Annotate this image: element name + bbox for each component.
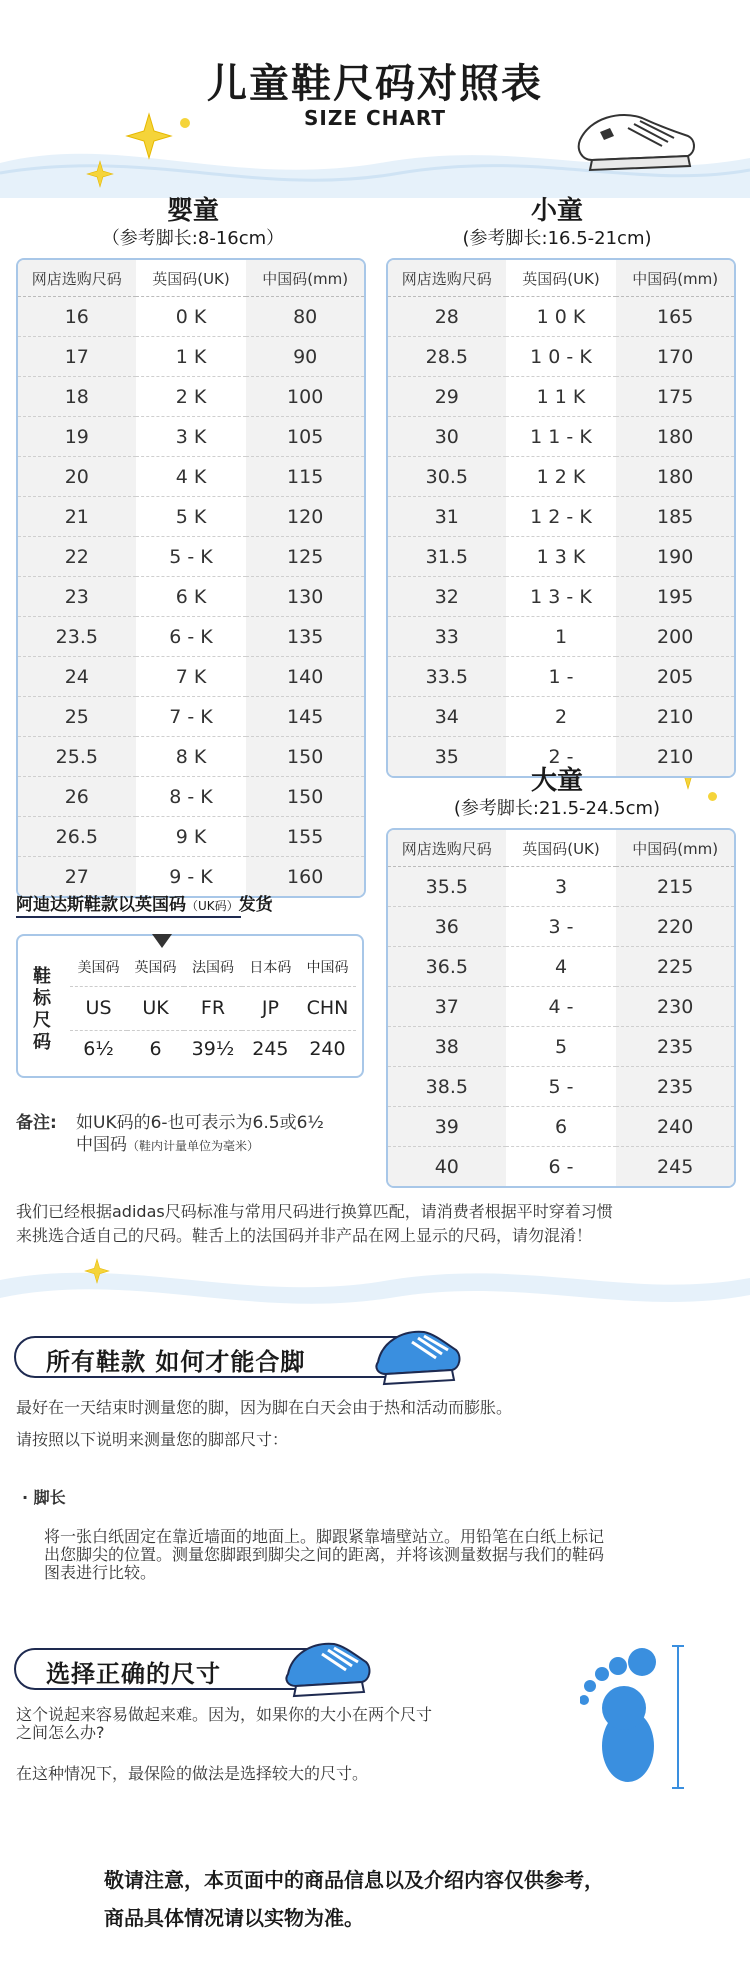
label-value-fr: 39½ bbox=[191, 1038, 235, 1061]
remark-line1: 如UK码的6-也可表示为6.5或6½ bbox=[76, 1113, 324, 1133]
table-row bbox=[18, 417, 364, 457]
table-row bbox=[388, 1067, 734, 1107]
cn-size-cell: 210 bbox=[616, 697, 734, 737]
disclaimer-line1: 我们已经根据adidas尺码标准与常用尺码进行换算匹配，请消费者根据平时穿着习惯 bbox=[16, 1202, 613, 1221]
uk-size-cell: 3 K bbox=[136, 417, 247, 457]
label-col-uk: 英国码 bbox=[127, 948, 184, 986]
store-size-cell: 24 bbox=[18, 657, 136, 697]
label-side-char: 尺 bbox=[33, 1010, 51, 1031]
label-code-uk: UK bbox=[127, 986, 184, 1030]
cn-size-cell: 170 bbox=[616, 337, 734, 377]
cn-size-cell: 180 bbox=[616, 417, 734, 457]
infant-header-store: 网店选购尺码 bbox=[18, 260, 136, 297]
label-col-us: 美国码 bbox=[70, 948, 127, 986]
infant-range: （参考脚长:8-16cm） bbox=[101, 228, 285, 249]
fit-section-title: 所有鞋款 如何才能合脚 bbox=[46, 1348, 306, 1376]
uk-size-cell: 7 - K bbox=[136, 697, 247, 737]
cn-size-cell: 105 bbox=[246, 417, 364, 457]
store-size-cell: 35 bbox=[388, 737, 506, 777]
cn-size-cell: 115 bbox=[246, 457, 364, 497]
cn-size-cell: 195 bbox=[616, 577, 734, 617]
remark-line2-small: （鞋内计量单位为毫米） bbox=[127, 1139, 260, 1153]
label-table bbox=[70, 948, 356, 1068]
label-side-title bbox=[32, 966, 52, 1054]
store-size-cell: 21 bbox=[18, 497, 136, 537]
footer-line2: 商品具体情况请以实物为准。 bbox=[104, 1906, 364, 1930]
table-row bbox=[388, 577, 734, 617]
little-header-cn: 中国码(mm) bbox=[616, 260, 734, 297]
table-row bbox=[18, 737, 364, 777]
store-size-cell: 20 bbox=[18, 457, 136, 497]
store-size-cell: 28.5 bbox=[388, 337, 506, 377]
store-size-cell: 23 bbox=[18, 577, 136, 617]
table-row bbox=[388, 907, 734, 947]
fit-paragraph-1: 最好在一天结束时测量您的脚，因为脚在白天会由于热和活动而膨胀。 bbox=[16, 1398, 513, 1417]
table-row bbox=[18, 377, 364, 417]
store-size-cell: 26.5 bbox=[18, 817, 136, 857]
cn-size-cell: 165 bbox=[616, 297, 734, 337]
uk-size-cell: 1 - bbox=[506, 657, 617, 697]
store-size-cell: 35.5 bbox=[388, 867, 506, 907]
uk-size-cell: 1 bbox=[506, 617, 617, 657]
uk-size-cell: 1 2 K bbox=[506, 457, 617, 497]
uk-size-cell: 5 - K bbox=[136, 537, 247, 577]
label-code-jp: JP bbox=[242, 986, 299, 1030]
shoe-label-box bbox=[16, 934, 364, 1078]
label-code-us: US bbox=[70, 986, 127, 1030]
cn-size-cell: 225 bbox=[616, 947, 734, 987]
blue-sneaker-icon bbox=[372, 1318, 464, 1390]
store-size-cell: 37 bbox=[388, 987, 506, 1027]
store-size-cell: 19 bbox=[18, 417, 136, 457]
table-row bbox=[388, 417, 734, 457]
uk-size-cell: 3 bbox=[506, 867, 617, 907]
uk-size-cell: 6 K bbox=[136, 577, 247, 617]
fit-detail-3: 图表进行比较。 bbox=[44, 1563, 157, 1582]
label-col-fr: 法国码 bbox=[184, 948, 242, 986]
cn-size-cell: 235 bbox=[616, 1027, 734, 1067]
store-size-cell: 31.5 bbox=[388, 537, 506, 577]
choose-paragraph-1a: 这个说起来容易做起来难。因为，如果你的大小在两个尺寸 bbox=[16, 1705, 433, 1724]
cn-size-cell: 125 bbox=[246, 537, 364, 577]
cn-size-cell: 180 bbox=[616, 457, 734, 497]
infant-size-table bbox=[16, 258, 366, 898]
label-col-jp: 日本码 bbox=[242, 948, 299, 986]
uk-size-cell: 5 bbox=[506, 1027, 617, 1067]
cn-size-cell: 175 bbox=[616, 377, 734, 417]
table-row bbox=[388, 947, 734, 987]
table-row bbox=[388, 987, 734, 1027]
disclaimer-line2: 来挑选合适自己的尺码。鞋舌上的法国码并非产品在网上显示的尺码，请勿混淆！ bbox=[16, 1226, 593, 1245]
cn-size-cell: 150 bbox=[246, 777, 364, 817]
uk-size-cell: 2 - bbox=[506, 737, 617, 777]
table-row bbox=[388, 377, 734, 417]
label-col-cn: 中国码 bbox=[299, 948, 356, 986]
infant-title: 婴童 bbox=[166, 196, 219, 226]
store-size-cell: 22 bbox=[18, 537, 136, 577]
footprint-icon bbox=[580, 1642, 700, 1792]
store-size-cell: 36.5 bbox=[388, 947, 506, 987]
uk-size-cell: 6 bbox=[506, 1107, 617, 1147]
table-row bbox=[18, 297, 364, 337]
store-size-cell: 25.5 bbox=[18, 737, 136, 777]
store-size-cell: 36 bbox=[388, 907, 506, 947]
uk-size-cell: 1 2 - K bbox=[506, 497, 617, 537]
store-size-cell: 18 bbox=[18, 377, 136, 417]
cn-size-cell: 100 bbox=[246, 377, 364, 417]
table-row bbox=[388, 297, 734, 337]
infant-header-cn: 中国码(mm) bbox=[246, 260, 364, 297]
footer-line1: 敬请注意，本页面中的商品信息以及介绍内容仅供参考， bbox=[104, 1868, 604, 1892]
cn-size-cell: 240 bbox=[616, 1107, 734, 1147]
store-size-cell: 17 bbox=[18, 337, 136, 377]
cn-size-cell: 235 bbox=[616, 1067, 734, 1107]
big-size-table bbox=[386, 828, 736, 1188]
store-size-cell: 27 bbox=[18, 857, 136, 897]
uk-size-cell: 0 K bbox=[136, 297, 247, 337]
cn-size-cell: 210 bbox=[616, 737, 734, 777]
store-size-cell: 26 bbox=[18, 777, 136, 817]
label-code-cn: CHN bbox=[299, 986, 356, 1030]
store-size-cell: 16 bbox=[18, 297, 136, 337]
store-size-cell: 33 bbox=[388, 617, 506, 657]
big-header-cn: 中国码(mm) bbox=[616, 830, 734, 867]
page-title: 儿童鞋尺码对照表 bbox=[207, 61, 543, 107]
label-heading-text: 阿迪达斯鞋款以英国码 bbox=[16, 895, 186, 915]
choose-paragraph-2: 在这种情况下，最保险的做法是选择较大的尺寸。 bbox=[16, 1764, 369, 1783]
table-row bbox=[388, 697, 734, 737]
fit-detail-1: 将一张白纸固定在靠近墙面的地面上。脚跟紧靠墙壁站立。用铅笔在白纸上标记 bbox=[44, 1527, 605, 1546]
cn-size-cell: 160 bbox=[246, 857, 364, 897]
label-heading-small: （UK码） bbox=[186, 899, 239, 913]
label-side-char: 标 bbox=[33, 988, 51, 1009]
fit-detail-2: 出您脚尖的位置。测量您脚跟到脚尖之间的距离，并将该测量数据与我们的鞋码 bbox=[44, 1545, 605, 1564]
label-heading bbox=[16, 890, 273, 915]
store-size-cell: 29 bbox=[388, 377, 506, 417]
cn-size-cell: 120 bbox=[246, 497, 364, 537]
label-value-jp: 245 bbox=[252, 1038, 289, 1061]
uk-size-cell: 1 0 - K bbox=[506, 337, 617, 377]
cn-size-cell: 245 bbox=[616, 1147, 734, 1187]
uk-size-cell: 1 3 K bbox=[506, 537, 617, 577]
table-row bbox=[18, 457, 364, 497]
little-header-store: 网店选购尺码 bbox=[388, 260, 506, 297]
table-row bbox=[388, 337, 734, 377]
table-row bbox=[388, 497, 734, 537]
uk-size-cell: 2 bbox=[506, 697, 617, 737]
table-row bbox=[18, 537, 364, 577]
remark-line2-text: 中国码 bbox=[76, 1135, 127, 1155]
sparkle-star-mid-icon bbox=[84, 1258, 110, 1284]
uk-size-cell: 8 K bbox=[136, 737, 247, 777]
cn-size-cell: 185 bbox=[616, 497, 734, 537]
table-row bbox=[388, 1027, 734, 1067]
label-heading-end: 发货 bbox=[238, 895, 273, 915]
table-row bbox=[388, 657, 734, 697]
little-header-uk: 英国码(UK) bbox=[506, 260, 617, 297]
uk-size-cell: 5 K bbox=[136, 497, 247, 537]
uk-size-cell: 4 - bbox=[506, 987, 617, 1027]
store-size-cell: 31 bbox=[388, 497, 506, 537]
cn-size-cell: 150 bbox=[246, 737, 364, 777]
choose-section-title: 选择正确的尺寸 bbox=[46, 1660, 221, 1688]
big-header-uk: 英国码(UK) bbox=[506, 830, 617, 867]
table-row bbox=[18, 337, 364, 377]
store-size-cell: 28 bbox=[388, 297, 506, 337]
store-size-cell: 23.5 bbox=[18, 617, 136, 657]
store-size-cell: 39 bbox=[388, 1107, 506, 1147]
uk-size-cell: 6 - bbox=[506, 1147, 617, 1187]
table-row bbox=[388, 537, 734, 577]
cn-size-cell: 190 bbox=[616, 537, 734, 577]
table-row bbox=[18, 657, 364, 697]
store-size-cell: 30 bbox=[388, 417, 506, 457]
label-code-fr: FR bbox=[184, 986, 242, 1030]
label-side-char: 鞋 bbox=[33, 966, 51, 987]
infant-header-uk: 英国码(UK) bbox=[136, 260, 247, 297]
store-size-cell: 38 bbox=[388, 1027, 506, 1067]
table-row bbox=[388, 867, 734, 907]
remark-line2 bbox=[76, 1130, 259, 1155]
store-size-cell: 33.5 bbox=[388, 657, 506, 697]
fit-paragraph-2: 请按照以下说明来测量您的脚部尺寸： bbox=[16, 1430, 289, 1449]
cn-size-cell: 140 bbox=[246, 657, 364, 697]
store-size-cell: 25 bbox=[18, 697, 136, 737]
store-size-cell: 32 bbox=[388, 577, 506, 617]
uk-size-cell: 1 0 K bbox=[506, 297, 617, 337]
cn-size-cell: 205 bbox=[616, 657, 734, 697]
fit-section-banner bbox=[14, 1336, 434, 1378]
table-row bbox=[18, 577, 364, 617]
little-title: 小童 bbox=[530, 196, 583, 226]
uk-size-cell: 1 K bbox=[136, 337, 247, 377]
table-row bbox=[18, 697, 364, 737]
cn-size-cell: 230 bbox=[616, 987, 734, 1027]
uk-size-cell: 9 K bbox=[136, 817, 247, 857]
uk-size-cell: 4 bbox=[506, 947, 617, 987]
sneaker-icon bbox=[570, 100, 700, 180]
little-size-table bbox=[386, 258, 736, 778]
fit-bullet-foot-length: · 脚长 bbox=[22, 1488, 66, 1507]
uk-size-cell: 6 - K bbox=[136, 617, 247, 657]
cn-size-cell: 135 bbox=[246, 617, 364, 657]
label-value-uk: 6 bbox=[149, 1038, 162, 1061]
uk-size-cell: 1 1 K bbox=[506, 377, 617, 417]
cn-size-cell: 90 bbox=[246, 337, 364, 377]
uk-size-cell: 1 1 - K bbox=[506, 417, 617, 457]
store-size-cell: 30.5 bbox=[388, 457, 506, 497]
cn-size-cell: 200 bbox=[616, 617, 734, 657]
remark-prefix: 备注: bbox=[16, 1113, 57, 1133]
label-value-cn: 240 bbox=[309, 1038, 346, 1061]
big-header-store: 网店选购尺码 bbox=[388, 830, 506, 867]
uk-size-cell: 1 3 - K bbox=[506, 577, 617, 617]
uk-size-cell: 5 - bbox=[506, 1067, 617, 1107]
uk-size-cell: 4 K bbox=[136, 457, 247, 497]
store-size-cell: 40 bbox=[388, 1147, 506, 1187]
cn-size-cell: 130 bbox=[246, 577, 364, 617]
table-row bbox=[18, 497, 364, 537]
big-title: 大童 bbox=[530, 766, 583, 796]
little-range: (参考脚长:16.5-21cm) bbox=[462, 228, 652, 249]
sparkle-star-small-icon bbox=[86, 160, 114, 188]
page-subtitle: SIZE CHART bbox=[303, 106, 446, 130]
table-row bbox=[388, 1107, 734, 1147]
cn-size-cell: 220 bbox=[616, 907, 734, 947]
uk-size-cell: 2 K bbox=[136, 377, 247, 417]
cn-size-cell: 155 bbox=[246, 817, 364, 857]
label-heading-underline bbox=[16, 916, 241, 918]
cn-size-cell: 215 bbox=[616, 867, 734, 907]
big-range: (参考脚长:21.5-24.5cm) bbox=[453, 798, 661, 819]
blue-sneaker-icon-2 bbox=[282, 1630, 374, 1702]
cn-size-cell: 145 bbox=[246, 697, 364, 737]
uk-size-cell: 8 - K bbox=[136, 777, 247, 817]
table-row bbox=[18, 777, 364, 817]
cn-size-cell: 80 bbox=[246, 297, 364, 337]
store-size-cell: 34 bbox=[388, 697, 506, 737]
table-row bbox=[388, 617, 734, 657]
table-row bbox=[18, 817, 364, 857]
label-value-us: 6½ bbox=[83, 1038, 114, 1061]
label-side-char: 码 bbox=[33, 1032, 51, 1053]
uk-size-cell: 9 - K bbox=[136, 857, 247, 897]
table-row bbox=[18, 617, 364, 657]
table-row bbox=[388, 457, 734, 497]
table-row bbox=[388, 1147, 734, 1187]
uk-size-cell: 3 - bbox=[506, 907, 617, 947]
uk-size-cell: 7 K bbox=[136, 657, 247, 697]
middle-wave-decoration bbox=[0, 1250, 750, 1320]
store-size-cell: 38.5 bbox=[388, 1067, 506, 1107]
choose-paragraph-1b: 之间怎么办? bbox=[16, 1723, 105, 1742]
